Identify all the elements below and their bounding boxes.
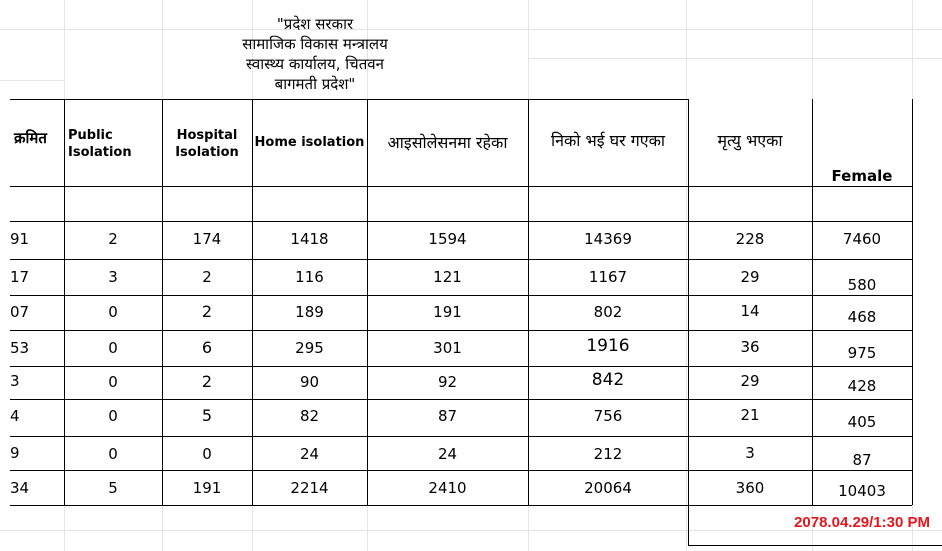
table-cell: 468 bbox=[847, 308, 877, 326]
office-header bbox=[160, 14, 470, 94]
table-cell: 5 bbox=[201, 406, 213, 425]
table-cell: 20064 bbox=[584, 479, 632, 497]
table-cell: 121 bbox=[433, 268, 462, 286]
table-cell: 975 bbox=[847, 344, 877, 362]
table-cell: 191 bbox=[433, 303, 462, 321]
column-header-female: Female bbox=[831, 166, 893, 185]
table-cell: 0 bbox=[202, 445, 212, 463]
table-cell: 7460 bbox=[842, 230, 882, 248]
table-cell: 10403 bbox=[838, 482, 886, 500]
table-cell: 756 bbox=[593, 407, 623, 425]
table-cell: 189 bbox=[295, 303, 324, 321]
office-header-line: स्वास्थ्य कार्यालय, चितवन bbox=[246, 55, 384, 73]
table-cell: 34 bbox=[10, 479, 30, 497]
table-cell: 29 bbox=[740, 268, 760, 286]
table-cell: 1167 bbox=[588, 268, 628, 286]
table-cell: 428 bbox=[847, 377, 877, 395]
table-cell: 24 bbox=[299, 445, 320, 463]
table-cell: 90 bbox=[299, 373, 320, 391]
table-cell: 91 bbox=[10, 230, 30, 248]
table-cell: 14369 bbox=[584, 230, 632, 248]
table-cell: 4 bbox=[10, 407, 20, 425]
table-cell: 802 bbox=[593, 303, 623, 321]
table-cell: 21 bbox=[740, 406, 760, 424]
table-cell: 5 bbox=[108, 479, 118, 497]
table-cell: 212 bbox=[593, 445, 623, 463]
table-cell: 1594 bbox=[428, 230, 467, 248]
table-cell: 6 bbox=[201, 338, 213, 357]
table-cell: 228 bbox=[735, 230, 765, 248]
table-cell: 0 bbox=[108, 339, 118, 357]
table-cell: 2 bbox=[201, 302, 213, 321]
table-cell: 0 bbox=[108, 445, 118, 463]
table-cell: 2 bbox=[202, 268, 212, 286]
table-cell: 295 bbox=[295, 339, 324, 357]
column-header-deaths: मृत्यु भएका bbox=[717, 130, 783, 150]
table-cell: 116 bbox=[295, 268, 324, 286]
table-cell: 2 bbox=[201, 372, 213, 391]
table-cell: 0 bbox=[108, 407, 118, 425]
table-cell: 07 bbox=[10, 303, 30, 321]
office-header-line: "प्रदेश सरकार bbox=[276, 15, 354, 33]
table-cell: 53 bbox=[10, 339, 30, 357]
table-cell: 405 bbox=[847, 413, 877, 431]
table-cell: 580 bbox=[847, 276, 877, 294]
table-cell: 3 bbox=[10, 372, 20, 390]
office-header-line: बागमती प्रदेश" bbox=[274, 75, 356, 93]
table-cell: 14 bbox=[740, 302, 760, 320]
table-cell: 0 bbox=[108, 373, 118, 391]
table-cell: 2410 bbox=[428, 479, 467, 497]
table-cell: 360 bbox=[735, 479, 765, 497]
table-cell: 2 bbox=[108, 230, 118, 248]
table-cell: 36 bbox=[740, 338, 760, 356]
table-cell: 301 bbox=[433, 339, 462, 357]
table-cell: 24 bbox=[437, 445, 458, 463]
table-cell: 0 bbox=[108, 303, 118, 321]
column-header-in-isolation: आइसोलेसनमा रहेका bbox=[387, 132, 508, 152]
column-header-home-isolation: Home isolation bbox=[254, 134, 365, 150]
table-cell: 2214 bbox=[290, 479, 329, 497]
table-cell: 82 bbox=[299, 407, 320, 425]
table-cell: 29 bbox=[740, 372, 760, 390]
table-cell: 87 bbox=[852, 451, 872, 469]
table-cell: 9 bbox=[10, 444, 20, 462]
column-header-public-isolation: Public Isolation bbox=[68, 128, 132, 160]
table-cell: 17 bbox=[10, 268, 30, 286]
table-cell: 842 bbox=[591, 370, 625, 390]
table-cell: 174 bbox=[192, 230, 222, 248]
table-cell: 3 bbox=[108, 268, 118, 286]
table-cell: 1418 bbox=[290, 230, 329, 248]
table-cell: 3 bbox=[745, 444, 755, 462]
report-timestamp: 2078.04.29/1:30 PM bbox=[794, 514, 930, 531]
office-header-line: सामाजिक विकास मन्त्रालय bbox=[242, 35, 388, 53]
column-header-recovered: निको भई घर गएका bbox=[550, 130, 666, 150]
table-cell: 87 bbox=[437, 407, 458, 425]
table-cell: 191 bbox=[192, 479, 222, 497]
column-header-serial: क्रमित bbox=[14, 128, 47, 147]
table-cell: 1916 bbox=[586, 336, 630, 356]
table-cell: 92 bbox=[437, 373, 458, 391]
column-header-hospital-isolation: Hospital Isolation bbox=[175, 128, 239, 160]
